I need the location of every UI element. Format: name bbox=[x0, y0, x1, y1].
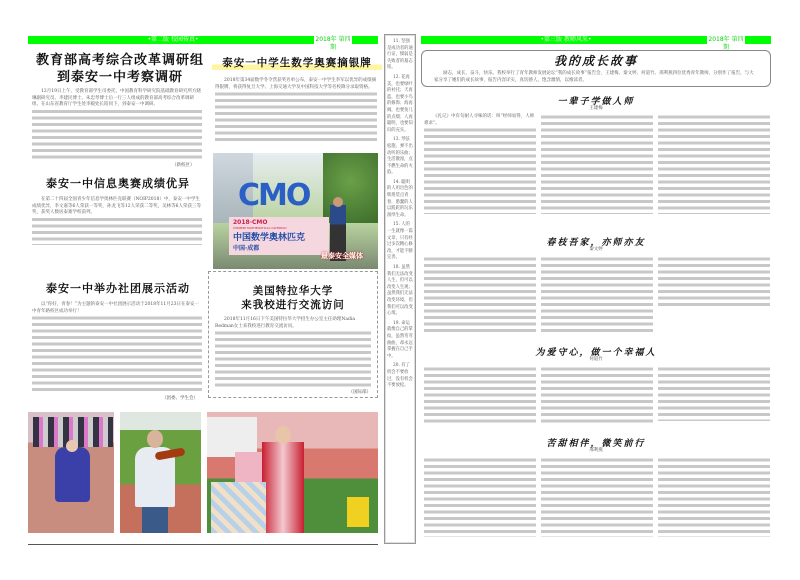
article-math-body: 2018年第34届数学冬令营获奖名单公布，泰安一中学生李军以优异的成绩摘得银牌，将获得复旦大学、上海交通大学及中国科技大学等名校降分录取资格。 bbox=[215, 78, 377, 144]
headline-delaware-2: 来我校进行交流访问 bbox=[241, 299, 345, 311]
page2-banner: •第二版 校园传真• 2018年 第四期 bbox=[28, 36, 378, 44]
story-2-author: 秦文婷 bbox=[589, 247, 603, 252]
story-4-author: 邢利燕 bbox=[589, 448, 603, 453]
source: （团委、学生会） bbox=[162, 396, 198, 401]
headline-math: 泰安一中学生数学奥赛摘银牌 bbox=[212, 56, 382, 70]
violin-photo bbox=[120, 412, 201, 533]
hanfu-photo bbox=[207, 412, 378, 533]
story-4-title: 苦甜相伴，微笑前行 bbox=[546, 439, 646, 449]
feature-box bbox=[421, 50, 771, 87]
source: （新校区） bbox=[172, 163, 195, 168]
delaware-box: 美国特拉华大学 来我校进行交流访问 2018年11月16日下午美国特拉华大学招生办公室主任助理Nadia Redman女士来我校进行教育交流访问。 （国际部） bbox=[208, 271, 378, 398]
story-4-col3 bbox=[658, 457, 770, 537]
story-2-col1 bbox=[424, 256, 536, 334]
issue-label: 2018年 第四期 bbox=[315, 36, 351, 51]
quotes-sidebar: 11. 坚强是成功者的通行证，懦弱是失败者的墓志铭。 12. 花再美，也要绿叶的衬托；天再蓝，也要小鸟的修饰；海再阔，也要鱼儿的点缀；人再聪明，也要知识的充实。 13. 琴弦松施，弹不出动听的乐曲；生活散漫，点不燃生命的火焰。 14. 聪明的人用出色的辉煌装点青春，愚蠢的人以蹉跎的玩乐演绎生命。 15. 人的一生就像一篇文章，只有经过多次精心修改，才能不断完善。 18. 虽然我们无法改变人生，但可以改变人生观；虽然我们无法改变环境，但我们可以改变心境。 19. 命运就像自己的掌纹，虽然弯弯曲曲，却永远掌握在自己手中。 20. 有了机会不要放过，没有机会不要放松。 bbox=[384, 34, 416, 544]
story-3-col1 bbox=[424, 366, 536, 426]
feature-intro: 励志，成长，奋斗，快乐。我校举行了青年教师发展论坛“我的成长故事”报告会，王建梅、秦文婷、何道竹、邢利燕四位优秀青年教师，分别作了报告，与大家分享了她们的成长故事，报告内容详实，真切感人，饱含激情，以飨读者。 bbox=[434, 71, 754, 83]
headline-clubs: 泰安一中举办社团展示活动 bbox=[46, 282, 190, 295]
story-2-title: 春枝吾家，亦师亦友 bbox=[546, 238, 646, 248]
story-1-col3 bbox=[658, 114, 770, 214]
story-2-col3 bbox=[658, 256, 770, 306]
story-1-col1: 《礼记》中有句耐人寻味的话：叫“经师易得，人师难求”。 bbox=[424, 114, 536, 214]
story-2-col2 bbox=[541, 256, 653, 334]
story-4-col1 bbox=[424, 457, 536, 537]
cosplay-photo bbox=[28, 412, 114, 533]
story-1-author: 王建梅 bbox=[589, 106, 603, 111]
story-1-title: 一辈子学做人师 bbox=[557, 97, 635, 107]
article-gaokao-body: 12月19日上午，受教育部学生司委托，中国教育科学研究院基础教育研究所方晓琳副研究员、李建民博士、朱忠琴博士后一行三人组成的教育部高考综合改革调研组，在山东省教育厅学生处李殿处长陪同下，到泰安一中调研。 bbox=[32, 89, 202, 159]
story-3-col3 bbox=[658, 366, 770, 421]
divider bbox=[28, 544, 378, 545]
cmo-photo: CMO 2018·CMO CHINESE MATHEMATICAL OLYMPIAD 中国数学奥林匹克 中国·成都 最泰安全媒体 bbox=[213, 153, 378, 269]
story-3-title: 为爱守心，做一个幸福人 bbox=[535, 348, 657, 358]
story-1-col2 bbox=[541, 114, 653, 214]
story-3-col2 bbox=[541, 366, 653, 426]
headline-informatics: 泰安一中信息奥赛成绩优异 bbox=[46, 177, 190, 190]
headline-delaware-1: 美国特拉华大学 bbox=[252, 285, 334, 297]
issue-label: 2018年 第四期 bbox=[708, 36, 744, 51]
story-4-col2 bbox=[541, 457, 653, 537]
article-clubs-body: 以“你好，青春！”为主题的泰安一中社团展示活动于2018年11月23日在泰安一中青年路校区成功举行！ bbox=[32, 302, 202, 392]
article-informatics-body: 在第二十四届全国青少年信息学奥林匹克联赛（NOIP2018）中，泰安一中学生成绩优异，李文嘉等6人荣获一等奖，孙龙飞等12人荣获二等奖，吴林等6人荣获三等奖，获奖人数居泰寨学校前列。 bbox=[32, 197, 202, 245]
story-3-author: 何道竹 bbox=[589, 357, 603, 362]
headline-gaokao: 教育部高考综合改革调研组 到泰安一中考察调研 bbox=[35, 53, 204, 85]
page3-banner: •第三版 教师风采• 2018年 第四期 bbox=[421, 36, 771, 44]
feature-title: 我的成长故事 bbox=[553, 54, 638, 68]
